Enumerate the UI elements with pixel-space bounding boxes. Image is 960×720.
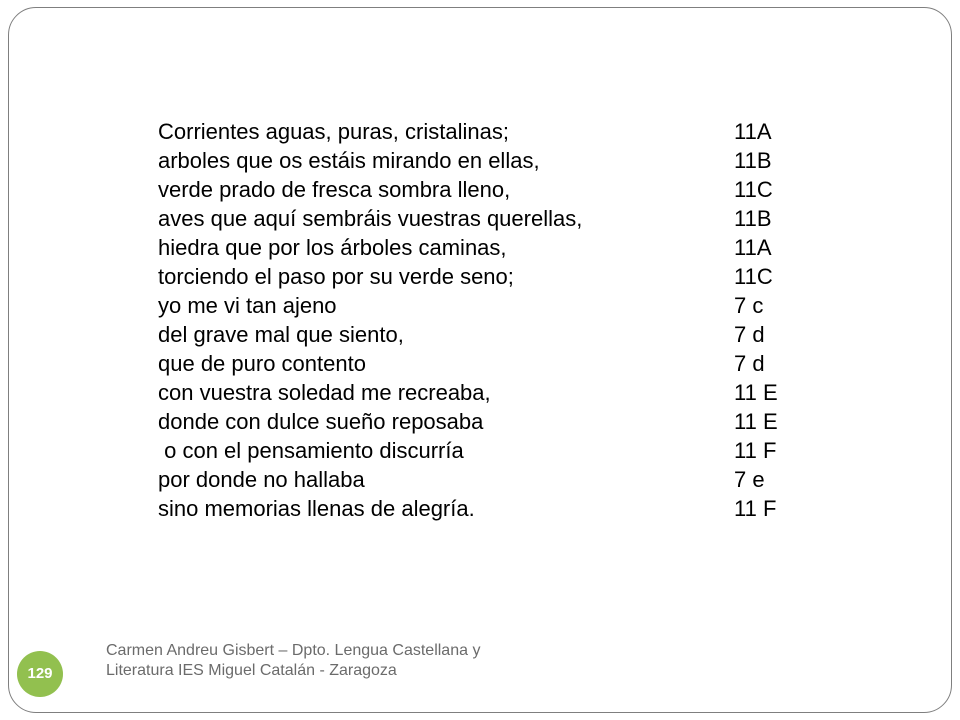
verse-text: sino memorias llenas de alegría. xyxy=(158,496,475,521)
poem-stanza xyxy=(158,117,798,523)
verse-line xyxy=(158,320,798,349)
verse-text: verde prado de fresca sombra lleno, xyxy=(158,177,511,202)
footer-author-credit: Carmen Andreu Gisbert – Dpto. Lengua Castellana y Literatura IES Miguel Catalán - Zaragoza xyxy=(106,642,481,679)
meter-code: 7 d xyxy=(734,322,765,347)
meter-code: 11B xyxy=(734,148,772,173)
meter-code: 11C xyxy=(734,177,773,202)
verse-line xyxy=(158,494,798,523)
verse-line xyxy=(158,436,798,465)
verse-line xyxy=(158,291,798,320)
verse-line xyxy=(158,407,798,436)
verse-text: o con el pensamiento discurría xyxy=(158,438,464,463)
verse-line xyxy=(158,349,798,378)
verse-text: que de puro contento xyxy=(158,351,366,376)
verse-text: del grave mal que siento, xyxy=(158,322,404,347)
meter-code: 11B xyxy=(734,206,772,231)
meter-code: 11 E xyxy=(734,380,778,405)
meter-code: 11C xyxy=(734,264,773,289)
verse-text: arboles que os estáis mirando en ellas, xyxy=(158,148,540,173)
verse-text: aves que aquí sembráis vuestras querellas, xyxy=(158,206,583,231)
meter-code: 11A xyxy=(734,235,772,260)
verse-text: donde con dulce sueño reposaba xyxy=(158,409,484,434)
meter-code: 11A xyxy=(734,119,772,144)
verse-text: por donde no hallaba xyxy=(158,467,365,492)
verse-text: hiedra que por los árboles caminas, xyxy=(158,235,507,260)
verse-line xyxy=(158,233,798,262)
verse-text: con vuestra soledad me recreaba, xyxy=(158,380,491,405)
meter-code: 11 E xyxy=(734,409,778,434)
meter-code: 7 c xyxy=(734,293,764,318)
verse-line xyxy=(158,117,798,146)
verse-line xyxy=(158,262,798,291)
meter-code: 7 e xyxy=(734,467,765,492)
verse-text: yo me vi tan ajeno xyxy=(158,293,337,318)
meter-code: 11 F xyxy=(734,438,777,463)
verse-line xyxy=(158,378,798,407)
verse-line xyxy=(158,175,798,204)
page-number-badge: 129 xyxy=(17,651,63,697)
verse-text: torciendo el paso por su verde seno; xyxy=(158,264,514,289)
meter-code: 7 d xyxy=(734,351,765,376)
verse-text: Corrientes aguas, puras, cristalinas; xyxy=(158,119,509,144)
verse-line xyxy=(158,146,798,175)
verse-line xyxy=(158,465,798,494)
verse-line xyxy=(158,204,798,233)
meter-code: 11 F xyxy=(734,496,777,521)
